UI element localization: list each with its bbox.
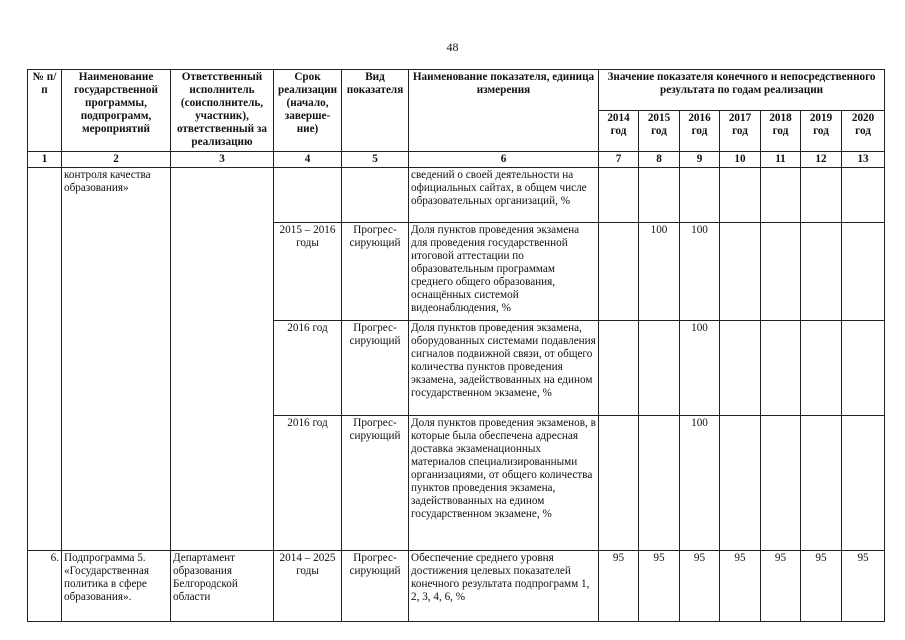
value-cell [599,415,639,550]
row-indicator-cell: Доля пунктов проведения экзамена, оборудованных системами подавления сигналов подвижной связи, от общего количества пунктов проведения экзамена, задействованных на едином государственном экзамене, % [409,320,599,415]
value-cell [639,320,680,415]
header-year-2018: 2018 год [761,111,801,152]
value-cell [842,320,885,415]
row-executor-cell [171,167,274,550]
column-number: 6 [409,151,599,167]
value-cell [842,222,885,320]
row-indicator-cell: Обеспечение среднего уровня достижения целевых показателей конечного результата подпрограмм 1, 2, 3, 4, 6, % [409,550,599,621]
header-row-top [28,70,885,111]
column-number: 13 [842,151,885,167]
row-indicator-cell: Доля пунктов проведения экзаменов, в которые была обеспечена адресная доставка экзаменационных материалов специализированными организациями, от общего количества пунктов проведения экзамена, задействованных на едином государственном экзамене, % [409,415,599,550]
header-year-2016: 2016 год [680,111,720,152]
header-year-2020: 2020 год [842,111,885,152]
column-number: 7 [599,151,639,167]
row-type-cell: Прогрес-сирующий [342,222,409,320]
value-cell [801,415,842,550]
header-name: Наименование государственной программы, подпрограмм, мероприятий [62,70,171,152]
value-cell [599,222,639,320]
value-cell: 100 [680,415,720,550]
row-num-cell [28,167,62,550]
header-values-group: Значение показателя конечного и непосредственного результата по годам реализации [599,70,885,111]
column-number: 5 [342,151,409,167]
program-indicators-table [27,69,885,622]
value-cell [639,167,680,222]
value-cell [801,167,842,222]
value-cell [680,167,720,222]
header-num: № п/п [28,70,62,152]
value-cell: 95 [761,550,801,621]
value-cell: 100 [639,222,680,320]
row-type-cell: Прогрес-сирующий [342,320,409,415]
row-type-cell [342,167,409,222]
value-cell [720,415,761,550]
row-term-cell: 2016 год [274,415,342,550]
column-number: 10 [720,151,761,167]
header-executor: Ответственный исполнитель (соисполнитель, участник), ответственный за реализацию [171,70,274,152]
header-year-2017: 2017 год [720,111,761,152]
row-name-cell: Подпрограмма 5. «Государственная политика в сфере образования». [62,550,171,621]
value-cell [761,222,801,320]
value-cell: 95 [720,550,761,621]
row-executor-cell: Департамент образования Белгородской области [171,550,274,621]
value-cell: 95 [801,550,842,621]
column-number: 9 [680,151,720,167]
column-number: 12 [801,151,842,167]
column-number: 4 [274,151,342,167]
row-indicator-cell: Доля пунктов проведения экзамена для проведения государственной итоговой аттестации по образовательным программам среднего общего образования, оснащённых системой видеонаблюдения, % [409,222,599,320]
header-indicator-type: Вид показателя [342,70,409,152]
column-numbers-row [28,151,885,167]
value-cell: 100 [680,320,720,415]
value-cell [761,320,801,415]
row-type-cell: Прогрес-сирующий [342,550,409,621]
value-cell [720,167,761,222]
column-number: 1 [28,151,62,167]
column-number: 2 [62,151,171,167]
value-cell [801,222,842,320]
value-cell [639,415,680,550]
row-num-cell: 6. [28,550,62,621]
header-term: Срок реализации (начало, заверше-ние) [274,70,342,152]
value-cell: 95 [842,550,885,621]
value-cell: 95 [680,550,720,621]
value-cell [599,320,639,415]
value-cell [842,415,885,550]
row-term-cell: 2014 – 2025 годы [274,550,342,621]
value-cell [720,222,761,320]
value-cell [842,167,885,222]
value-cell [599,167,639,222]
row-term-cell: 2016 год [274,320,342,415]
page-number: 48 [446,40,459,54]
row-indicator-cell: сведений о своей деятельности на официальных сайтах, в общем числе образовательных организаций, % [409,167,599,222]
value-cell [720,320,761,415]
header-year-2014: 2014 год [599,111,639,152]
value-cell: 100 [680,222,720,320]
column-number: 8 [639,151,680,167]
header-year-2019: 2019 год [801,111,842,152]
header-year-2015: 2015 год [639,111,680,152]
value-cell [761,167,801,222]
row-type-cell: Прогрес-сирующий [342,415,409,550]
value-cell: 95 [639,550,680,621]
row-term-cell: 2015 – 2016 годы [274,222,342,320]
row-term-cell [274,167,342,222]
column-number: 11 [761,151,801,167]
table-row [28,550,885,621]
value-cell [761,415,801,550]
header-indicator-name: Наименование показателя, единица измерения [409,70,599,152]
row-name-cell: контроля качества образования» [62,167,171,550]
table-row [28,167,885,222]
value-cell: 95 [599,550,639,621]
value-cell [801,320,842,415]
column-number: 3 [171,151,274,167]
